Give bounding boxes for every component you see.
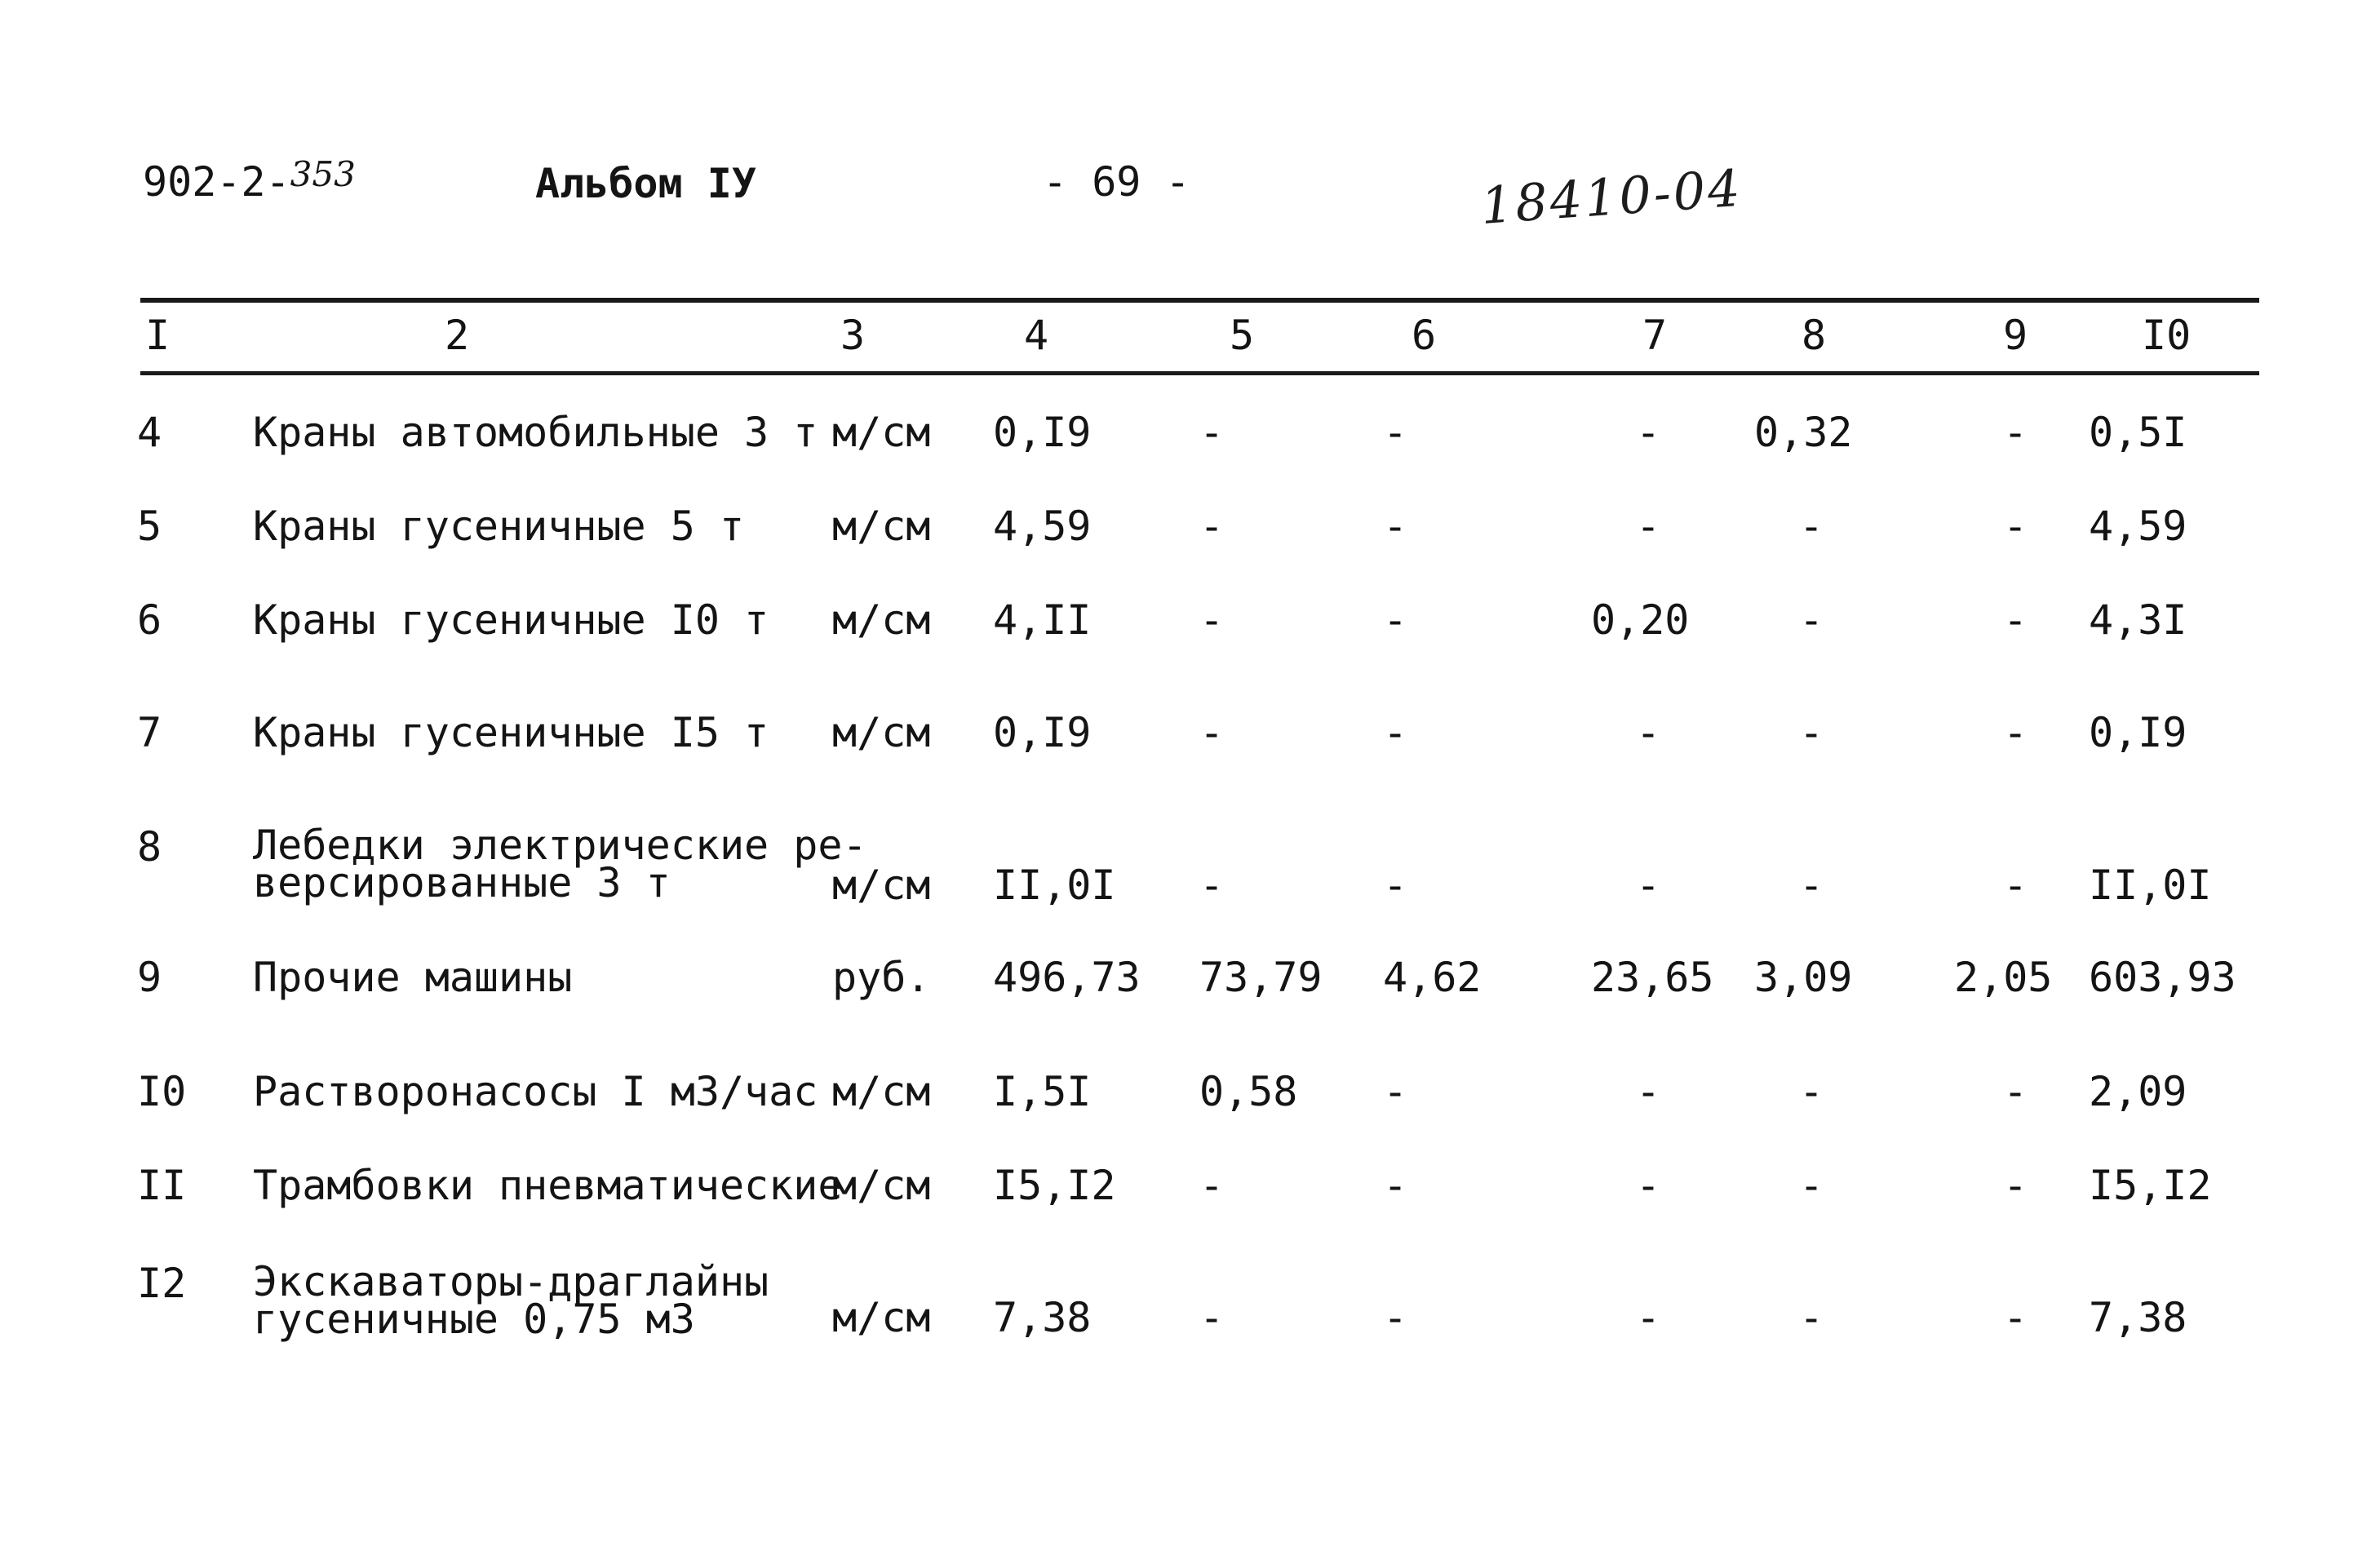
value-col-9: - — [2003, 503, 2028, 550]
value-col-6: - — [1383, 596, 1408, 644]
column-number-10: I0 — [2142, 312, 2192, 359]
value-col-8: - — [1799, 862, 1824, 909]
value-col-4: 0,I9 — [993, 709, 1092, 756]
value-col-5: - — [1199, 503, 1225, 550]
value-col-5: - — [1199, 1294, 1225, 1341]
value-col-10: I5,I2 — [2089, 1162, 2212, 1209]
row-name: Краны автомобильные 3 т — [253, 409, 818, 456]
value-col-9: - — [2003, 862, 2028, 909]
value-col-6: 4,62 — [1383, 954, 1482, 1001]
column-number-3: 3 — [840, 312, 866, 359]
value-col-5: - — [1199, 409, 1225, 456]
column-number-7: 7 — [1642, 312, 1668, 359]
value-col-6: - — [1383, 709, 1408, 756]
value-col-7: - — [1636, 1294, 1661, 1341]
row-number: 5 — [137, 503, 162, 550]
value-col-6: - — [1383, 862, 1408, 909]
column-number-9: 9 — [2003, 312, 2028, 359]
value-col-4: I,5I — [993, 1068, 1092, 1115]
row-number: 7 — [137, 709, 162, 756]
value-col-10: 4,3I — [2089, 596, 2187, 644]
value-col-10: 7,38 — [2089, 1294, 2187, 1341]
column-number-2: 2 — [445, 312, 470, 359]
value-col-7: - — [1636, 709, 1661, 756]
row-name: Краны гусеничные 5 т — [253, 503, 745, 550]
value-col-9: - — [2003, 1068, 2028, 1115]
value-col-4: 0,I9 — [993, 409, 1092, 456]
row-number: 6 — [137, 596, 162, 644]
row-name: Краны гусеничные I5 т — [253, 709, 769, 756]
row-unit: м/см — [832, 1068, 931, 1115]
value-col-6: - — [1383, 1162, 1408, 1209]
value-col-6: - — [1383, 409, 1408, 456]
value-col-9: - — [2003, 1294, 2028, 1341]
value-col-4: 4,59 — [993, 503, 1092, 550]
value-col-8: - — [1799, 1068, 1824, 1115]
value-col-4: II,0I — [993, 862, 1116, 909]
value-col-10: 603,93 — [2089, 954, 2236, 1001]
column-number-6: 6 — [1412, 312, 1437, 359]
column-number-4: 4 — [1024, 312, 1049, 359]
row-name — [253, 822, 867, 906]
value-col-8: 0,32 — [1754, 409, 1853, 456]
value-col-5: - — [1199, 1162, 1225, 1209]
row-unit: руб. — [832, 954, 931, 1001]
value-col-7: - — [1636, 1068, 1661, 1115]
row-number: 4 — [137, 409, 162, 456]
value-col-4: 7,38 — [993, 1294, 1092, 1341]
row-name: Краны гусеничные I0 т — [253, 596, 769, 644]
row-unit: м/см — [832, 596, 931, 644]
row-unit: м/см — [832, 1162, 931, 1209]
column-number-5: 5 — [1230, 312, 1255, 359]
value-col-7: - — [1636, 409, 1661, 456]
row-number: I2 — [137, 1260, 187, 1307]
row-unit: м/см — [832, 409, 931, 456]
value-col-6: - — [1383, 503, 1408, 550]
value-col-5: - — [1199, 709, 1225, 756]
row-unit: м/см — [832, 1294, 931, 1341]
value-col-5: 73,79 — [1199, 954, 1323, 1001]
row-number: 9 — [137, 954, 162, 1001]
row-name-line-2: версированные 3 т — [253, 859, 671, 906]
value-col-7: - — [1636, 1162, 1661, 1209]
value-col-8: 3,09 — [1754, 954, 1853, 1001]
value-col-5: - — [1199, 596, 1225, 644]
value-col-4: I5,I2 — [993, 1162, 1116, 1209]
document-code-printed: 902-2- — [143, 158, 290, 206]
row-number: I0 — [137, 1068, 187, 1115]
row-unit: м/см — [832, 862, 931, 909]
row-number: II — [137, 1162, 187, 1209]
value-col-5: - — [1199, 862, 1225, 909]
value-col-10: 0,I9 — [2089, 709, 2187, 756]
value-col-8: - — [1799, 1162, 1824, 1209]
value-col-10: II,0I — [2089, 862, 2212, 909]
value-col-9: - — [2003, 409, 2028, 456]
value-col-9: - — [2003, 596, 2028, 644]
column-number-8: 8 — [1802, 312, 1827, 359]
document-code-handwritten: 353 — [290, 154, 356, 194]
page-number: - 69 - — [1043, 158, 1190, 206]
value-col-10: 0,5I — [2089, 409, 2187, 456]
row-name-line-1: Лебедки электрические ре- — [253, 822, 867, 869]
row-unit: м/см — [832, 709, 931, 756]
row-name: Трамбовки пневматические — [253, 1162, 843, 1209]
row-name: Растворонасосы I м3/час — [253, 1068, 818, 1115]
column-number-1: I — [145, 312, 171, 359]
value-col-4: 496,73 — [993, 954, 1141, 1001]
value-col-8: - — [1799, 1294, 1824, 1341]
table-header-rule — [140, 371, 2259, 375]
row-unit: м/см — [832, 503, 931, 550]
album-label: Альбом IУ — [535, 160, 756, 207]
value-col-6: - — [1383, 1068, 1408, 1115]
row-name-line-1: Экскаваторы-драглайны — [253, 1258, 769, 1305]
value-col-10: 2,09 — [2089, 1068, 2187, 1115]
row-name: Прочие машины — [253, 954, 573, 1001]
value-col-10: 4,59 — [2089, 503, 2187, 550]
inventory-number: 18410-04 — [1478, 157, 1744, 236]
value-col-6: - — [1383, 1294, 1408, 1341]
value-col-8: - — [1799, 709, 1824, 756]
value-col-9: - — [2003, 709, 2028, 756]
value-col-4: 4,II — [993, 596, 1092, 644]
table-top-rule — [140, 298, 2259, 303]
row-name-line-2: гусеничные 0,75 м3 — [253, 1296, 695, 1343]
row-name — [253, 1258, 769, 1343]
document-code — [143, 154, 356, 206]
value-col-8: - — [1799, 596, 1824, 644]
row-number: 8 — [137, 823, 162, 871]
value-col-8: - — [1799, 503, 1824, 550]
value-col-7: 23,65 — [1591, 954, 1714, 1001]
value-col-7: 0,20 — [1591, 596, 1690, 644]
value-col-7: - — [1636, 862, 1661, 909]
value-col-7: - — [1636, 503, 1661, 550]
value-col-9: 2,05 — [1954, 954, 2053, 1001]
value-col-5: 0,58 — [1199, 1068, 1298, 1115]
value-col-9: - — [2003, 1162, 2028, 1209]
